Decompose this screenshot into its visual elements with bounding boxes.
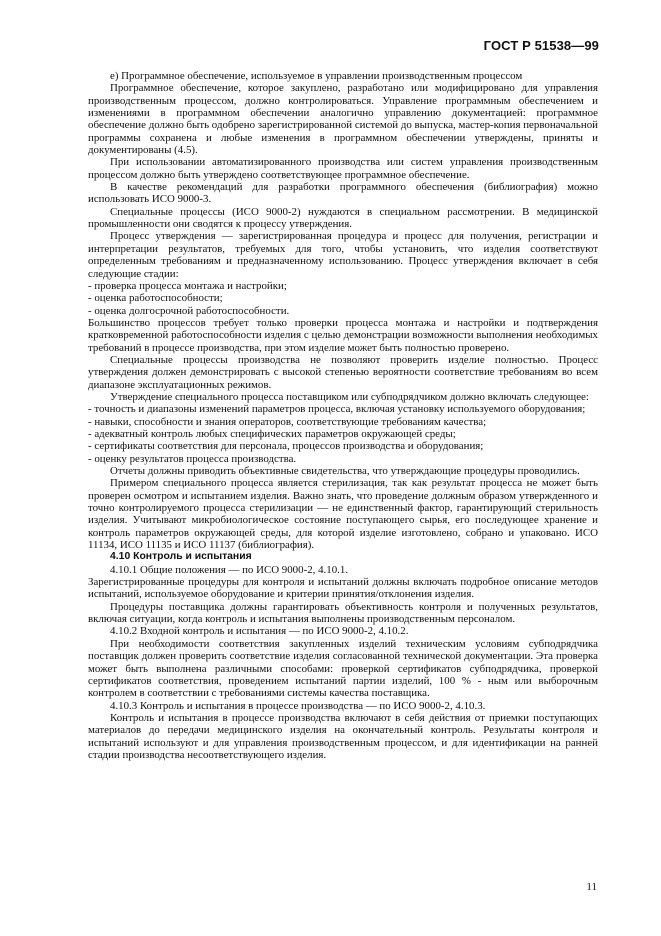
- paragraph: Специальные процессы производства не позволяют проверить изделие полностью. Процесс утверждения должен демонстрировать с высокой степенью вероятности соответствие требованиям во всем диапазоне эксплуатационных режимов.: [88, 353, 598, 391]
- paragraph: Программное обеспечение, которое закуплено, разработано или модифицировано для управления производственным процессом, должно контролироваться. Управление программным обеспечением и изменениями в программном обеспечении аналогично управлению документацией: программное обеспечение должно быть одобрено зарегистрированной системой до выпуска, мастер-копия первоначальной программы сохранена и любые изменения в программном обеспечении утверждены, приняты и документированы (4.5).: [88, 82, 598, 157]
- subsection-heading: 4.10.1 Общие положения — по ИСО 9000-2, 4.10.1.: [110, 563, 349, 576]
- document-header: ГОСТ Р 51538—99: [483, 38, 599, 53]
- paragraph: Отчеты должны приводить объективные свидетельства, что утверждающие процедуры проводились.: [110, 465, 580, 477]
- list-item: - навыки, способности и знания операторов, соответствующие требованиям качества;: [88, 415, 487, 428]
- paragraph: Утверждение специального процесса поставщиком или субподрядчиком должно включать следующее:: [110, 390, 589, 403]
- list-item: - проверка процесса монтажа и настройки;: [88, 279, 287, 292]
- paragraph: Зарегистрированные процедуры для контроля и испытаний должны включать подробное описание методов испытаний, используемое оборудование и критерии принятия/отклонения изделия.: [88, 576, 598, 601]
- subsection-heading: 4.10.2 Входной контроль и испытания — по ИСО 9000-2, 4.10.2.: [110, 625, 409, 638]
- paragraph: В качестве рекомендаций для разработки программного обеспечения (библиография) можно использовать ИСО 9000-3.: [88, 181, 598, 206]
- paragraph: Процесс утверждения — зарегистрированная процедура и процесс для получения, регистрации и интерпретации результатов, требуемых для того, чтобы установить, что изделия соответствуют определенным требованиям и предназначенному использованию. Процесс утверждения включает в себя следующие стадии:: [88, 230, 598, 280]
- list-item: - точность и диапазоны изменений параметров процесса, включая установку используемого оборудования;: [88, 403, 586, 416]
- paragraph: Контроль и испытания в процессе производства включают в себя действия от приемки поступающих материалов до передачи медицинского изделия на окончательный контроль. Результаты контроля и испытаний используют и для управления производственным процессом, и для идентификации на ранней стадии производства несоответствующего изделия.: [88, 711, 598, 761]
- subsection-heading: 4.10.3 Контроль и испытания в процессе производства — по ИСО 9000-2, 4.10.3.: [110, 699, 486, 712]
- paragraph: При необходимости соответствия закупленных изделий техническим условиям субподрядчика поставщик должен проверить соответствие изделия согласованной технической документации. Эта проверка может быть выполнена различными способами: проверкой сертификатов субподрядчика, проверкой сертификатов соответствия, проведением испытаний партии изделий, 100 % - ным или выборочным контролем в соответствии с требованиями системы качества поставщика.: [88, 637, 598, 700]
- list-item: - адекватный контроль любых специфических параметров окружающей среды;: [88, 427, 456, 440]
- list-item: - сертификаты соответствия для персонала, процессов производства и оборудования;: [88, 440, 484, 453]
- body-text: [88, 70, 598, 761]
- paragraph: Большинство процессов требует только проверки процесса монтажа и настройки и подтверждения кратковременной работоспособности изделия с целью демонстрации возможности выполнения необходимых требований в процессе производства, при этом изделие может быть полностью проверено.: [88, 316, 598, 354]
- paragraph: Процедуры поставщика должны гарантировать объективность контроля и полученных результатов, включая ситуации, когда контроль и испытания выполнены производственным персоналом.: [88, 600, 598, 626]
- paragraph: е) Программное обеспечение, используемое в управлении производственным процессом: [110, 70, 523, 82]
- paragraph: Специальные процессы (ИСО 9000-2) нуждаются в специальном рассмотрении. В медицинской промышленности они сводятся к процессу утверждения.: [88, 205, 598, 231]
- page-number: 11: [586, 881, 597, 893]
- section-heading: 4.10 Контроль и испытания: [110, 551, 252, 563]
- paragraph: При использовании автоматизированного производства или систем управления производственным процессом должно быть утверждено соответствующее программное обеспечение.: [88, 156, 598, 181]
- list-item: - оценка работоспособности;: [88, 292, 223, 305]
- list-item: - оценку результатов процесса производства.: [88, 452, 297, 465]
- list-item: - оценка долгосрочной работоспособности.: [88, 304, 290, 317]
- paragraph: Примером специального процесса является стерилизация, так как результат процесса не может быть проверен осмотром и испытанием изделия. Важно знать, что проведение должным образом утвержденного и точно контролируемого процесса стерилизации — не единственный фактор, гарантирующий стерильность изделия. Учитывают микробиологическое состояние поступающего сырья, его последующее хранение и контроль параметров окружающей среды, для которой изделие изготовлено, собрано и упаковано. ИСО 11134, ИСО 11135 и ИСО 11137 (библиография).: [88, 477, 598, 552]
